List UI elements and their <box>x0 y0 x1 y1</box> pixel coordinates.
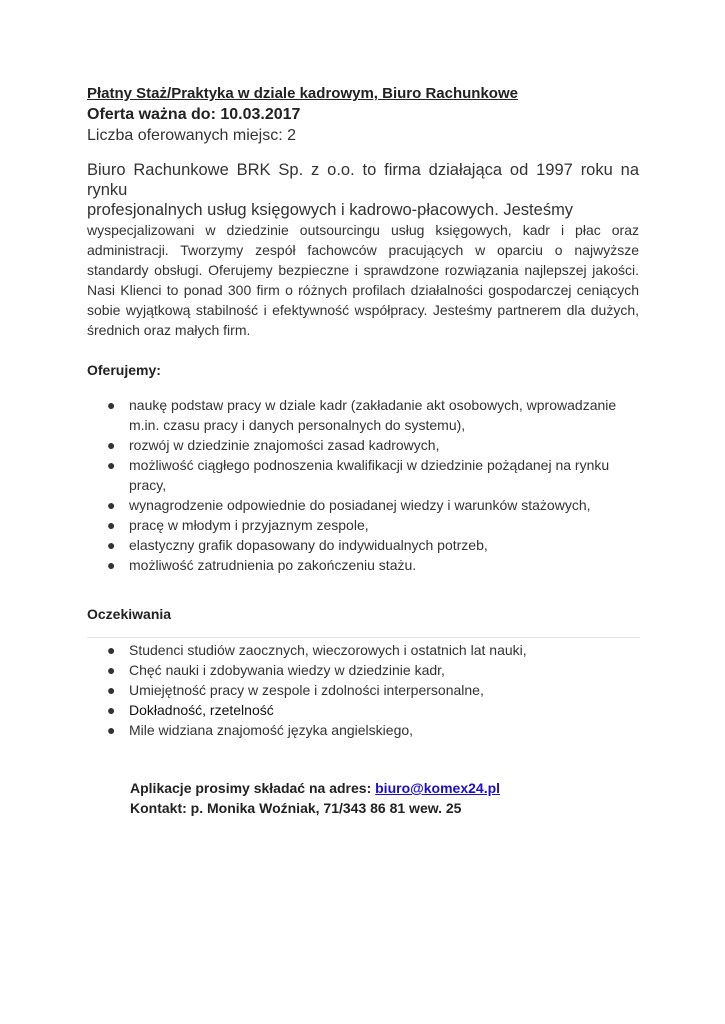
bullet-icon: ● <box>107 537 116 553</box>
list-item-text: możliwość ciągłego podnoszenia kwalifikacji w dziedzinie pożądanej na rynku pracy, <box>129 457 610 493</box>
section-divider <box>87 637 640 638</box>
list-item <box>107 720 642 740</box>
bullet-icon: ● <box>107 557 116 573</box>
offer-heading: Oferujemy: <box>87 362 161 378</box>
bullet-icon: ● <box>107 642 116 658</box>
list-item <box>107 455 642 495</box>
expectations-list <box>107 640 642 740</box>
bullet-icon: ● <box>107 722 116 738</box>
list-item <box>107 435 642 455</box>
list-item-text: Mile widziana znajomość języka angielskiego, <box>129 722 414 738</box>
intro-line-2: profesjonalnych usług księgowych i kadrowo-płacowych. Jesteśmy <box>87 201 574 219</box>
offer-valid-until: Oferta ważna do: 10.03.2017 <box>87 106 301 123</box>
list-item-text: elastyczny grafik dopasowany do indywidualnych potrzeb, <box>129 537 488 553</box>
offer-places: Liczba oferowanych miejsc: 2 <box>87 127 296 144</box>
list-item <box>107 395 642 435</box>
list-item-text: pracę w młodym i przyjaznym zespole, <box>129 517 369 533</box>
email-link[interactable]: biuro@komex24.pl <box>375 780 501 796</box>
list-item-text: naukę podstaw pracy w dziale kadr (zakładanie akt osobowych, wprowadzanie m.in. czasu pracy i danych personalnych do systemu), <box>129 397 617 433</box>
offer-title: Płatny Staż/Praktyka w dziale kadrowym, Biuro Rachunkowe <box>87 85 518 102</box>
list-item-text: Chęć nauki i zdobywania wiedzy w dziedzinie kadr, <box>129 662 445 678</box>
list-item-text: Umiejętność pracy w zespole i zdolności interpersonalne, <box>129 682 484 698</box>
bullet-icon: ● <box>107 497 116 513</box>
bullet-icon: ● <box>107 702 116 718</box>
list-item-text: Studenci studiów zaocznych, wieczorowych i ostatnich lat nauki, <box>129 642 527 658</box>
expectations-heading: Oczekiwania <box>87 606 172 622</box>
apply-label: Aplikacje prosimy składać na adres: <box>130 780 376 796</box>
list-item-text: rozwój w dziedzinie znajomości zasad kadrowych, <box>129 437 440 453</box>
list-item <box>107 515 642 535</box>
list-item-text: wynagrodzenie odpowiednie do posiadanej wiedzy i warunków stażowych, <box>129 497 591 513</box>
list-item <box>107 555 642 575</box>
list-item <box>107 535 642 555</box>
intro-line-1: Biuro Rachunkowe BRK Sp. z o.o. to firma działająca od 1997 roku na rynku <box>87 161 639 199</box>
list-item <box>107 495 642 515</box>
list-item <box>107 680 642 700</box>
list-item-text: możliwość zatrudnienia po zakończeniu stażu. <box>129 557 417 573</box>
apply-line <box>130 780 500 796</box>
company-intro <box>87 160 639 340</box>
list-item <box>107 660 642 680</box>
list-item <box>107 700 642 720</box>
contact-line: Kontakt: p. Monika Woźniak, 71/343 86 81 wew. 25 <box>130 800 462 816</box>
offer-list <box>107 395 642 575</box>
bullet-icon: ● <box>107 457 116 473</box>
intro-rest: wyspecjalizowani w dziedzinie outsourcingu usług księgowych, kadr i płac oraz administracji. Tworzymy zespół fachowców pracujących w oparciu o najwyższe standardy obsługi. Oferujemy bezpieczne i sprawdzone rozwiązania najlepszej jakości. Nasi Klienci to ponad 300 firm o różnych profilach działalności gospodarczej ceniących sobie wyjątkową stabilność i efektywność współpracy. Jesteśmy partnerem dla dużych, średnich oraz małych firm. <box>87 222 639 338</box>
list-item <box>107 640 642 660</box>
bullet-icon: ● <box>107 517 116 533</box>
bullet-icon: ● <box>107 397 116 413</box>
bullet-icon: ● <box>107 662 116 678</box>
list-item-text: Dokładność, rzetelność <box>129 702 274 718</box>
bullet-icon: ● <box>107 437 116 453</box>
bullet-icon: ● <box>107 682 116 698</box>
